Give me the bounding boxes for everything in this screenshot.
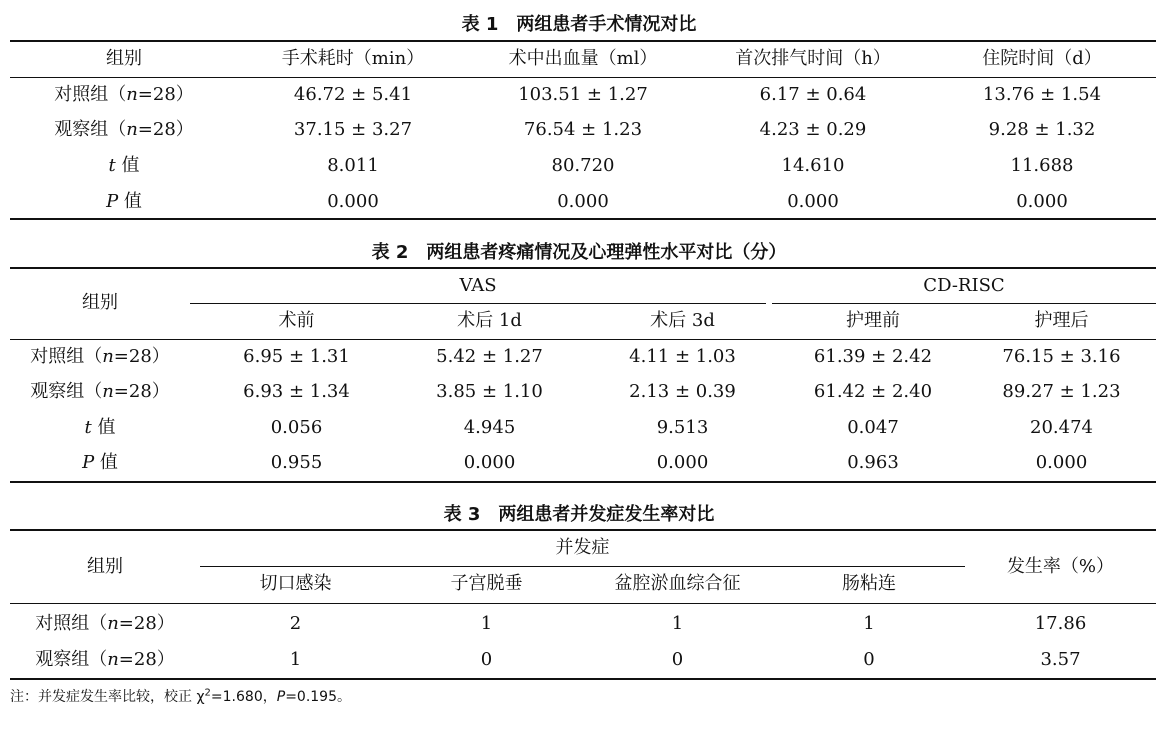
- table-cell: 0.000: [656, 452, 709, 473]
- row-label: [10, 185, 238, 219]
- row-label-suffix: =28）: [113, 346, 170, 367]
- table-cell: 0.955: [270, 452, 323, 473]
- table-cell: 0.000: [463, 452, 516, 473]
- table-cell: 3.57: [1040, 649, 1081, 670]
- table3-header-group: 组别: [87, 556, 123, 577]
- table3-header-complications: 并发症: [555, 537, 610, 558]
- table2-bottom-rule: [10, 481, 1156, 483]
- table-cell: 76.54 ± 1.23: [523, 119, 643, 140]
- table3-caption: 表 3 两组患者并发症发生率对比: [443, 504, 715, 525]
- table-cell: 8.011: [327, 155, 379, 176]
- row-label-variable: n: [107, 613, 119, 634]
- table-cell: 0.056: [270, 417, 323, 438]
- table3-row: [10, 643, 1156, 677]
- row-label-variable: n: [126, 84, 138, 105]
- row-label-suffix: =28）: [137, 119, 194, 140]
- table3-header-rule: [10, 603, 1156, 604]
- table-cell: 0.000: [787, 191, 839, 212]
- table2-header-vas: VAS: [459, 275, 497, 296]
- table3-bottom-rule: [10, 678, 1156, 680]
- table-cell: 0.000: [1016, 191, 1068, 212]
- table-cell: 0.000: [557, 191, 609, 212]
- table-cell: 17.86: [1034, 613, 1087, 634]
- table-cell: 89.27 ± 1.23: [1002, 381, 1121, 402]
- row-label-suffix: 值: [91, 417, 116, 438]
- table-cell: 1: [480, 613, 493, 634]
- table-cell: 14.610: [781, 155, 845, 176]
- row-label-suffix: 值: [118, 191, 142, 212]
- table3-subheader-row: [10, 567, 1156, 601]
- row-label-suffix: 值: [115, 155, 140, 176]
- table-cell: 0: [480, 649, 493, 670]
- table2-caption: 表 2 两组患者疼痛情况及心理弹性水平对比（分）: [371, 242, 787, 263]
- table1-row: [10, 185, 1156, 219]
- table-cell: 0.963: [847, 452, 899, 473]
- row-label-variable: P: [82, 452, 95, 473]
- table-cell: 9.28 ± 1.32: [988, 119, 1096, 140]
- row-label: [10, 78, 238, 112]
- table1-caption: 表 1 两组患者手术情况对比: [461, 14, 697, 35]
- table1-header-hospital-stay: 住院时间（d）: [982, 48, 1102, 69]
- row-label: [10, 411, 190, 445]
- table-cell: 0.000: [327, 191, 379, 212]
- table-cell: 80.720: [551, 155, 615, 176]
- row-label-prefix: 观察组（: [30, 381, 103, 402]
- table1-header-blood-loss: 术中出血量（ml）: [508, 48, 658, 69]
- footnote-chi-square-value: =1.680，: [210, 689, 277, 705]
- table-cell: 6.93 ± 1.34: [243, 381, 350, 402]
- row-label-suffix: 值: [94, 452, 118, 473]
- footnote-p-label: P: [276, 689, 286, 705]
- table-cell: 9.513: [656, 417, 709, 438]
- table2-subheader-row: [10, 304, 1156, 338]
- table2-sub-post3d: 术后 3d: [650, 310, 715, 331]
- table2-sub-before-care: 护理前: [846, 310, 900, 331]
- table2-row: [10, 375, 1156, 409]
- table3-sub-incision-infection: 切口感染: [259, 573, 332, 594]
- table-cell: 20.474: [1030, 417, 1093, 438]
- table1-row: [10, 149, 1156, 183]
- row-label-variable: t: [108, 155, 116, 176]
- table-cell: 0: [671, 649, 684, 670]
- row-label: [10, 375, 190, 409]
- row-label-suffix: =28）: [118, 613, 175, 634]
- row-label-prefix: 对照组（: [54, 84, 127, 105]
- table-cell: 4.23 ± 0.29: [759, 119, 867, 140]
- table-cell: 1: [671, 613, 684, 634]
- row-label-prefix: 观察组（: [35, 649, 108, 670]
- row-label: [10, 643, 200, 677]
- table1-header-duration: 手术耗时（min）: [281, 48, 425, 69]
- row-label-variable: n: [102, 381, 114, 402]
- row-label-variable: n: [102, 346, 114, 367]
- table-cell: 6.17 ± 0.64: [759, 84, 867, 105]
- table-cell: 76.15 ± 3.16: [1002, 346, 1121, 367]
- table1-row: [10, 113, 1156, 147]
- table-cell: 5.42 ± 1.27: [436, 346, 543, 367]
- row-label: [10, 340, 190, 374]
- table-cell: 4.11 ± 1.03: [629, 346, 736, 367]
- table2-sub-post1d: 术后 1d: [457, 310, 522, 331]
- row-label-prefix: 对照组（: [30, 346, 103, 367]
- table2-row: [10, 446, 1156, 480]
- table1-header-row: [10, 42, 1156, 76]
- table3-sub-adhesion: 肠粘连: [842, 573, 896, 594]
- table-cell: 0: [863, 649, 875, 670]
- row-label: [10, 113, 238, 147]
- table-cell: 103.51 ± 1.27: [518, 84, 648, 105]
- table1-header-group: 组别: [106, 48, 142, 69]
- table1-row: [10, 78, 1156, 112]
- table-cell: 37.15 ± 3.27: [293, 119, 413, 140]
- table3-sub-pelvic-congestion: 盆腔淤血综合征: [614, 573, 741, 594]
- table-cell: 13.76 ± 1.54: [982, 84, 1102, 105]
- table-cell: 4.945: [463, 417, 516, 438]
- row-label-suffix: =28）: [113, 381, 170, 402]
- table-cell: 11.688: [1010, 155, 1074, 176]
- footnote-prefix: 注：并发症发生率比较，校正 χ: [10, 689, 205, 705]
- footnote-chi-square-superscript: 2: [204, 687, 211, 699]
- table-cell: 61.42 ± 2.40: [813, 381, 933, 402]
- row-label-suffix: =28）: [118, 649, 175, 670]
- footnote-p-value: =0.195。: [285, 689, 351, 705]
- table-cell: 0.000: [1035, 452, 1088, 473]
- table-cell: 0.047: [847, 417, 899, 438]
- table-cell: 2.13 ± 0.39: [629, 381, 736, 402]
- row-label-variable: n: [107, 649, 119, 670]
- table-cell: 1: [863, 613, 875, 634]
- table2-sub-preop: 术前: [278, 310, 315, 331]
- table2-header-cd-risc: CD-RISC: [923, 275, 1005, 296]
- footnote: [10, 686, 351, 706]
- table-cell: 3.85 ± 1.10: [436, 381, 543, 402]
- table-cell: 46.72 ± 5.41: [293, 84, 413, 105]
- row-label-suffix: =28）: [137, 84, 194, 105]
- table3-row: [10, 607, 1156, 641]
- row-label: [10, 607, 200, 641]
- table-cell: 6.95 ± 1.31: [243, 346, 350, 367]
- table1-bottom-rule: [10, 218, 1156, 220]
- row-label-prefix: 对照组（: [35, 613, 108, 634]
- table-cell: 2: [289, 613, 302, 634]
- table-cell: 1: [289, 649, 302, 670]
- row-label-variable: t: [84, 417, 92, 438]
- row-label-prefix: 观察组（: [54, 119, 127, 140]
- table2-row: [10, 411, 1156, 445]
- row-label-variable: P: [106, 191, 119, 212]
- row-label-variable: n: [126, 119, 138, 140]
- table3-sub-uterine-prolapse: 子宫脱垂: [450, 573, 523, 594]
- table3-header-rate: 发生率（%）: [1006, 556, 1115, 577]
- table2-sub-after-care: 护理后: [1034, 310, 1089, 331]
- table2-row: [10, 340, 1156, 374]
- row-label: [10, 446, 190, 480]
- row-label: [10, 149, 238, 183]
- table-cell: 61.39 ± 2.42: [813, 346, 933, 367]
- table2-header-group: 组别: [82, 292, 118, 313]
- table1-header-first-exhaust: 首次排气时间（h）: [735, 48, 891, 69]
